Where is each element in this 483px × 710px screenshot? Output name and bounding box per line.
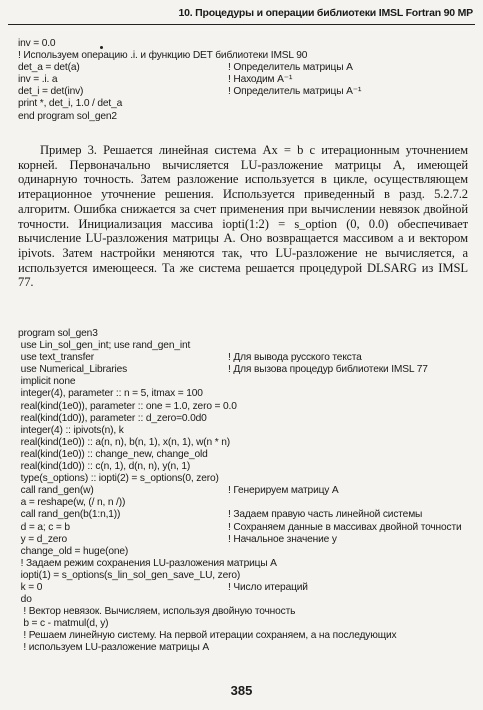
code-comment: ! Определитель матрицы A⁻¹ (228, 86, 362, 98)
code-comment: ! Задаем правую часть линейной системы (228, 509, 423, 521)
code-statement: y = d_zero (18, 533, 68, 545)
code-statement: real(kind(1e0)), parameter :: one = 1.0, zero = 0.0 (18, 400, 237, 412)
code-statement: print *, det_i, 1.0 / det_a (18, 98, 123, 110)
code-statement: end program sol_gen2 (18, 110, 117, 122)
code-statement: do (18, 594, 32, 606)
code-comment: ! Находим A⁻¹ (228, 74, 293, 86)
code-statement: iopti(1) = s_options(s_lin_sol_gen_save_LU, zero) (18, 569, 241, 581)
code-statement: det_a = det(a) (18, 62, 80, 74)
code-comment: ! Начальное значение y (228, 533, 337, 545)
code-statement: ! используем LU-разложение матрицы A (18, 642, 209, 654)
code-statement: k = 0 (18, 581, 43, 593)
example-3-paragraph: Пример 3. Решается линейная система Ax = b с итерационным уточнением корней. Первоначально вычисляется LU-разложение матрицы A, имеющей одинарную точность. Затем разложение используется в цикле, осуществляющем итерационное уточнение решения. Используется приведенный в разд. 5.2.7.2 алгоритм. Ошибка снижается за счет применения при вычислении невязок двойной точности. Инициализация массива iopti(1:2) = s_option (0, 0.0) обеспечивает вычисление LU-разложения матрицы A. Оно возвращается массивом a и вектором ipivots. Затем настройки меняются так, что LU-разложение не вычисляется, а используется имеющееся. Та же система решается процедурой DLSARG из IMSL 77. (18, 143, 468, 290)
code-statement: a = reshape(w, (/ n, n /)) (18, 497, 126, 509)
code-statement: use Lin_sol_gen_int; use rand_gen_int (18, 340, 191, 352)
code-statement: inv = 0.0 (18, 38, 56, 49)
header-rule (8, 24, 475, 25)
code-comment: ! Для вывода русского текста (228, 352, 362, 364)
code-statement: real(kind(1d0)), parameter :: d_zero=0.0d0 (18, 412, 207, 424)
code-statement: ! Используем операцию .i. и функцию DET библиотеки IMSL 90 (18, 50, 308, 62)
page-number: 385 (230, 683, 253, 698)
code-statement: call rand_gen(w) (18, 485, 94, 497)
running-title: 10. Процедуры и операции библиотеки IMSL Fortran 90 MP (178, 7, 473, 19)
code-statement: change_old = huge(one) (18, 545, 129, 557)
code-statement: call rand_gen(b(1:n,1)) (18, 509, 121, 521)
code-statement: ! Задаем режим сохранения LU-разложения матрицы A (18, 557, 277, 569)
code-statement: real(kind(1d0)) :: c(n, 1), d(n, n), y(n, 1) (18, 461, 191, 473)
running-header (0, 0, 483, 26)
code-statement: det_i = det(inv) (18, 86, 84, 98)
code-comment: ! Определитель матрицы A (228, 62, 353, 74)
code-statement: ! Решаем линейную систему. На первой итерации сохраняем, а на последующих (18, 630, 397, 642)
code-comment: ! Сохраняем данные в массивах двойной точности (228, 521, 462, 533)
code-statement: implicit none (18, 376, 76, 388)
print-speck (100, 46, 103, 49)
code-statement: b = c - matmul(d, y) (18, 618, 109, 630)
code-comment: ! Генерируем матрицу A (228, 485, 339, 497)
code-statement: d = a; c = b (18, 521, 70, 533)
code-statement: integer(4) :: ipivots(n), k (18, 424, 124, 436)
code-statement: use Numerical_Libraries (18, 364, 128, 376)
code-statement: real(kind(1e0)) :: change_new, change_old (18, 448, 208, 460)
code-statement: type(s_options) :: iopti(2) = s_options(0, zero) (18, 473, 219, 485)
code-comment: ! Число итераций (228, 581, 308, 593)
code-statement: real(kind(1e0)) :: a(n, n), b(n, 1), x(n, 1), w(n * n) (18, 436, 230, 448)
code-statement: ! Вектор невязок. Вычисляем, используя двойную точность (18, 606, 296, 618)
code-statement: use text_transfer (18, 352, 95, 364)
body-paragraph (18, 143, 468, 290)
code-comment: ! Для вызова процедур библиотеки IMSL 77 (228, 364, 428, 376)
code-statement: inv = .i. a (18, 74, 58, 86)
code-statement: integer(4), parameter :: n = 5, itmax = 100 (18, 388, 203, 400)
code-statement: program sol_gen3 (18, 328, 98, 339)
